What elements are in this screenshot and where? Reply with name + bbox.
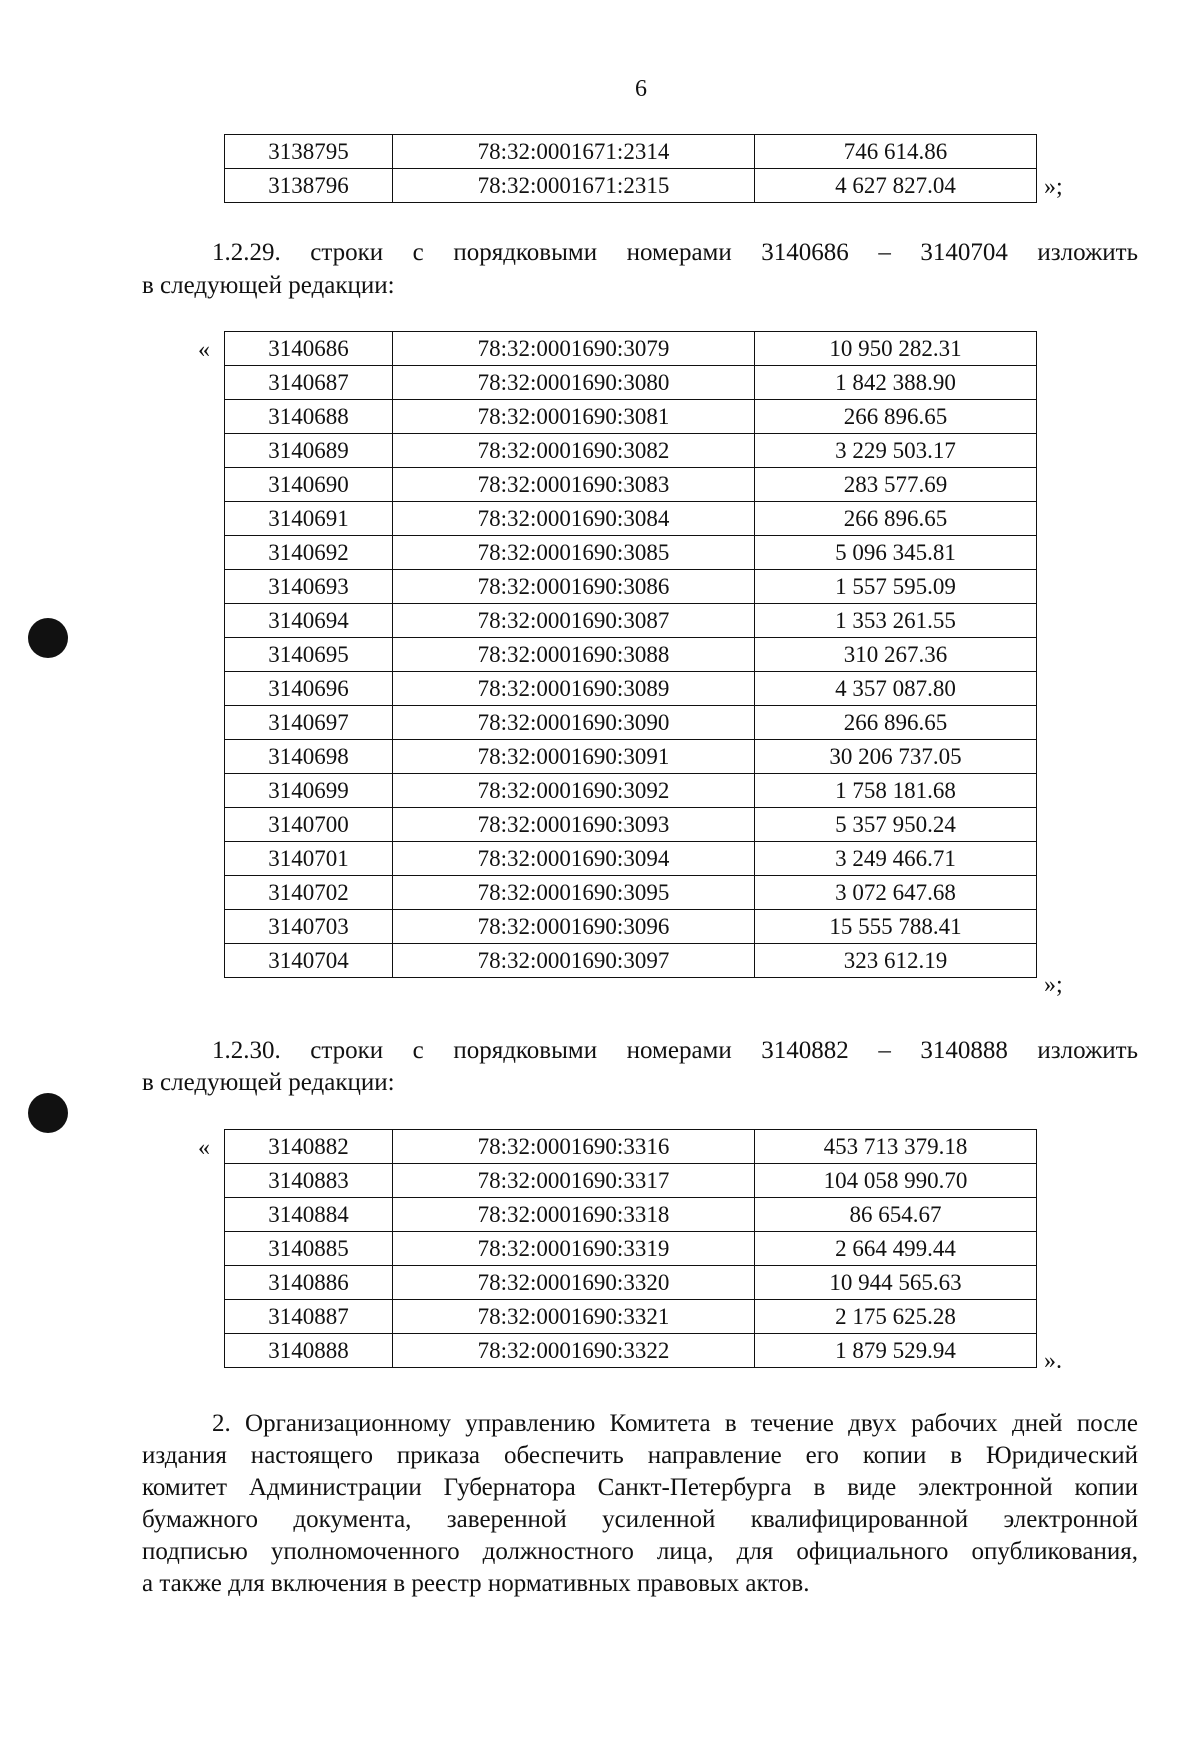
table-1-2-30 (224, 1129, 1037, 1368)
cadastral-number-cell: 78:32:0001690:3084 (393, 502, 755, 536)
table-row (225, 536, 1037, 570)
row-number-cell: 3140692 (225, 536, 393, 570)
value-cell: 1 842 388.90 (755, 366, 1037, 400)
cadastral-number-cell: 78:32:0001690:3095 (393, 876, 755, 910)
cadastral-number-cell: 78:32:0001690:3091 (393, 740, 755, 774)
table-row (225, 570, 1037, 604)
value-cell: 2 175 625.28 (755, 1300, 1037, 1334)
value-cell: 266 896.65 (755, 502, 1037, 536)
cadastral-number-cell: 78:32:0001690:3093 (393, 808, 755, 842)
table-row (225, 468, 1037, 502)
value-cell: 266 896.65 (755, 400, 1037, 434)
table-row (225, 876, 1037, 910)
row-number-cell: 3138796 (225, 169, 393, 203)
table-top-wrap (224, 134, 1037, 203)
value-cell: 1 758 181.68 (755, 774, 1037, 808)
row-number-cell: 3140687 (225, 366, 393, 400)
table-row (225, 774, 1037, 808)
table-row (225, 400, 1037, 434)
value-cell: 104 058 990.70 (755, 1164, 1037, 1198)
table-1-2-30-wrap (224, 1129, 1037, 1368)
cadastral-number-cell: 78:32:0001690:3320 (393, 1266, 755, 1300)
row-number-cell: 3140693 (225, 570, 393, 604)
value-cell: 10 950 282.31 (755, 332, 1037, 366)
cadastral-number-cell: 78:32:0001690:3089 (393, 672, 755, 706)
row-number-cell: 3140887 (225, 1300, 393, 1334)
section-heading-1-2-30: 1.2.30. строки с порядковыми номерами 3140882 – 3140888 изложить (212, 1037, 1138, 1064)
row-number-cell: 3140883 (225, 1164, 393, 1198)
cadastral-number-cell: 78:32:0001690:3086 (393, 570, 755, 604)
row-number-cell: 3138795 (225, 135, 393, 169)
cadastral-number-cell: 78:32:0001690:3082 (393, 434, 755, 468)
cadastral-number-cell: 78:32:0001690:3083 (393, 468, 755, 502)
table-row (225, 502, 1037, 536)
row-number-cell: 3140691 (225, 502, 393, 536)
paragraph-2-line: подписью уполномоченного должностного лица, для официального опубликования, (142, 1538, 1138, 1565)
section-heading-1-2-30-cont: в следующей редакции: (142, 1069, 395, 1096)
table-row (225, 1130, 1037, 1164)
table-row (225, 1232, 1037, 1266)
value-cell: 1 557 595.09 (755, 570, 1037, 604)
table-row (225, 944, 1037, 978)
paragraph-2-line: комитет Администрации Губернатора Санкт-Петербурга в виде электронной копии (142, 1474, 1138, 1501)
table-row (225, 434, 1037, 468)
punch-hole (28, 1093, 68, 1133)
paragraph-2-line: а также для включения в реестр нормативных правовых актов. (142, 1570, 810, 1597)
paragraph-2-line: 2. Организационному управлению Комитета в течение двух рабочих дней после (212, 1410, 1138, 1437)
value-cell: 1 353 261.55 (755, 604, 1037, 638)
value-cell: 4 627 827.04 (755, 169, 1037, 203)
value-cell: 86 654.67 (755, 1198, 1037, 1232)
row-number-cell: 3140686 (225, 332, 393, 366)
table-row (225, 1164, 1037, 1198)
value-cell: 4 357 087.80 (755, 672, 1037, 706)
value-cell: 1 879 529.94 (755, 1334, 1037, 1368)
value-cell: 5 096 345.81 (755, 536, 1037, 570)
table-row (225, 706, 1037, 740)
closing-quote: ». (1044, 1348, 1062, 1374)
row-number-cell: 3140690 (225, 468, 393, 502)
cadastral-number-cell: 78:32:0001690:3318 (393, 1198, 755, 1232)
cadastral-number-cell: 78:32:0001690:3321 (393, 1300, 755, 1334)
table-row (225, 1266, 1037, 1300)
row-number-cell: 3140888 (225, 1334, 393, 1368)
table-top (224, 134, 1037, 203)
cadastral-number-cell: 78:32:0001690:3322 (393, 1334, 755, 1368)
row-number-cell: 3140884 (225, 1198, 393, 1232)
cadastral-number-cell: 78:32:0001690:3080 (393, 366, 755, 400)
cadastral-number-cell: 78:32:0001690:3316 (393, 1130, 755, 1164)
cadastral-number-cell: 78:32:0001671:2314 (393, 135, 755, 169)
value-cell: 3 249 466.71 (755, 842, 1037, 876)
table-row (225, 740, 1037, 774)
value-cell: 3 229 503.17 (755, 434, 1037, 468)
cadastral-number-cell: 78:32:0001690:3097 (393, 944, 755, 978)
section-heading-1-2-29-cont: в следующей редакции: (142, 272, 395, 299)
row-number-cell: 3140701 (225, 842, 393, 876)
row-number-cell: 3140699 (225, 774, 393, 808)
opening-quote: « (198, 337, 210, 363)
row-number-cell: 3140704 (225, 944, 393, 978)
page-number: 6 (635, 76, 647, 102)
table-row (225, 366, 1037, 400)
row-number-cell: 3140695 (225, 638, 393, 672)
opening-quote: « (198, 1135, 210, 1161)
row-number-cell: 3140688 (225, 400, 393, 434)
row-number-cell: 3140694 (225, 604, 393, 638)
row-number-cell: 3140696 (225, 672, 393, 706)
value-cell: 30 206 737.05 (755, 740, 1037, 774)
value-cell: 3 072 647.68 (755, 876, 1037, 910)
table-1-2-29-wrap (224, 331, 1037, 978)
cadastral-number-cell: 78:32:0001690:3087 (393, 604, 755, 638)
cadastral-number-cell: 78:32:0001690:3092 (393, 774, 755, 808)
row-number-cell: 3140700 (225, 808, 393, 842)
cadastral-number-cell: 78:32:0001690:3319 (393, 1232, 755, 1266)
value-cell: 266 896.65 (755, 706, 1037, 740)
punch-hole (28, 618, 68, 658)
value-cell: 323 612.19 (755, 944, 1037, 978)
cadastral-number-cell: 78:32:0001671:2315 (393, 169, 755, 203)
table-row (225, 604, 1037, 638)
value-cell: 746 614.86 (755, 135, 1037, 169)
table-row (225, 332, 1037, 366)
table-row (225, 1198, 1037, 1232)
value-cell: 15 555 788.41 (755, 910, 1037, 944)
table-row (225, 169, 1037, 203)
cadastral-number-cell: 78:32:0001690:3094 (393, 842, 755, 876)
value-cell: 283 577.69 (755, 468, 1037, 502)
row-number-cell: 3140703 (225, 910, 393, 944)
value-cell: 2 664 499.44 (755, 1232, 1037, 1266)
cadastral-number-cell: 78:32:0001690:3088 (393, 638, 755, 672)
row-number-cell: 3140886 (225, 1266, 393, 1300)
value-cell: 5 357 950.24 (755, 808, 1037, 842)
value-cell: 10 944 565.63 (755, 1266, 1037, 1300)
row-number-cell: 3140702 (225, 876, 393, 910)
row-number-cell: 3140882 (225, 1130, 393, 1164)
table-row (225, 135, 1037, 169)
row-number-cell: 3140689 (225, 434, 393, 468)
row-number-cell: 3140697 (225, 706, 393, 740)
cadastral-number-cell: 78:32:0001690:3090 (393, 706, 755, 740)
closing-quote: »; (1044, 174, 1063, 200)
cadastral-number-cell: 78:32:0001690:3079 (393, 332, 755, 366)
value-cell: 310 267.36 (755, 638, 1037, 672)
table-row (225, 638, 1037, 672)
table-row (225, 842, 1037, 876)
cadastral-number-cell: 78:32:0001690:3085 (393, 536, 755, 570)
table-1-2-29 (224, 331, 1037, 978)
row-number-cell: 3140698 (225, 740, 393, 774)
cadastral-number-cell: 78:32:0001690:3081 (393, 400, 755, 434)
table-row (225, 1334, 1037, 1368)
paragraph-2-line: издания настоящего приказа обеспечить направление его копии в Юридический (142, 1442, 1138, 1469)
value-cell: 453 713 379.18 (755, 1130, 1037, 1164)
cadastral-number-cell: 78:32:0001690:3317 (393, 1164, 755, 1198)
table-row (225, 910, 1037, 944)
table-row (225, 672, 1037, 706)
cadastral-number-cell: 78:32:0001690:3096 (393, 910, 755, 944)
table-row (225, 808, 1037, 842)
table-row (225, 1300, 1037, 1334)
paragraph-2-line: бумажного документа, заверенной усиленной квалифицированной электронной (142, 1506, 1138, 1533)
row-number-cell: 3140885 (225, 1232, 393, 1266)
closing-quote: »; (1044, 972, 1063, 998)
section-heading-1-2-29: 1.2.29. строки с порядковыми номерами 3140686 – 3140704 изложить (212, 239, 1138, 266)
